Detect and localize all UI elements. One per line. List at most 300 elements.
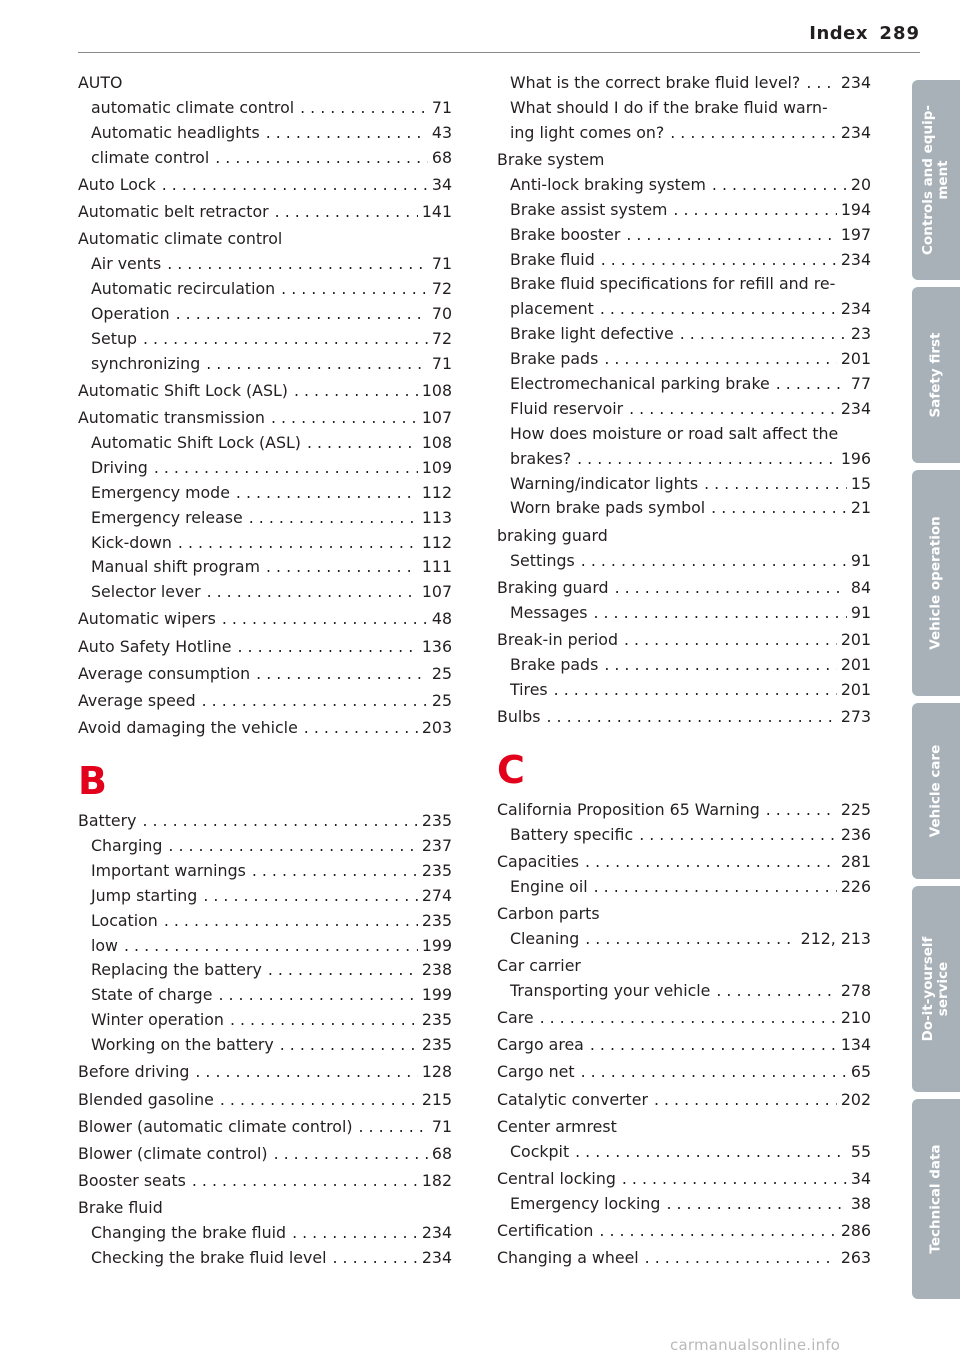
index-entry-page[interactable]: 215: [421, 1089, 452, 1109]
dot-leader: [626, 223, 837, 248]
dot-leader: [124, 934, 418, 959]
index-entry-label: Brake pads: [510, 349, 599, 369]
index-subentry: [497, 653, 871, 678]
index-entry-page[interactable]: 109: [421, 457, 452, 477]
tab-technical-data[interactable]: [912, 1099, 960, 1299]
dot-leader: [143, 327, 428, 352]
dot-leader: [585, 927, 796, 952]
index-entry-label: Working on the battery: [91, 1035, 274, 1055]
dot-leader: [266, 555, 418, 580]
dot-leader: [639, 823, 837, 848]
index-entry-label: Auto Lock: [78, 174, 156, 194]
dot-leader: [575, 1140, 847, 1165]
index-entry-page[interactable]: 71: [431, 1116, 452, 1136]
index-subentry: [78, 456, 452, 481]
index-entry-label: Average consumption: [78, 663, 251, 683]
index-entry-label: Automatic recirculation: [91, 279, 276, 299]
index-entry-page[interactable]: 108: [421, 380, 452, 400]
index-entry-page[interactable]: 91: [850, 550, 871, 570]
index-entry-label: Engine oil: [510, 876, 588, 896]
index-entry: [497, 1033, 871, 1058]
dot-leader: [202, 689, 428, 714]
index-entry-page[interactable]: 55: [850, 1141, 871, 1161]
dot-leader: [581, 1060, 847, 1085]
index-entry-page[interactable]: 235: [421, 811, 452, 831]
dot-leader: [622, 1167, 847, 1192]
dot-leader: [195, 1060, 417, 1085]
index-entry-label: Automatic headlights: [91, 122, 260, 142]
index-entry-page[interactable]: 71: [431, 353, 452, 373]
dot-leader: [577, 447, 837, 472]
dot-leader: [275, 200, 418, 225]
index-entry-label: Worn brake pads symbol: [510, 498, 706, 518]
index-entry: [497, 1115, 871, 1140]
index-entry-page[interactable]: 77: [850, 373, 871, 393]
index-entry-page[interactable]: 15: [850, 473, 871, 493]
dot-leader: [142, 809, 417, 834]
dot-leader: [581, 549, 847, 574]
index-subentry: [78, 531, 452, 556]
index-entry-label: Automatic climate control: [78, 229, 283, 249]
index-entry-label: synchronizing: [91, 353, 201, 373]
dot-leader: [599, 1219, 836, 1244]
index-entry-label: low: [91, 935, 118, 955]
index-entry-label: Tires: [510, 679, 548, 699]
index-entry-page[interactable]: 38: [850, 1193, 871, 1213]
index-entry-page[interactable]: 226: [840, 876, 871, 896]
index-entry-page[interactable]: 25: [431, 663, 452, 683]
index-subentry: [497, 875, 871, 900]
index-subentry: [78, 506, 452, 531]
tab-vehicle-operation[interactable]: [912, 470, 960, 696]
index-entry-label: automatic climate control: [91, 97, 295, 117]
index-subentry: [497, 927, 871, 952]
dot-leader: [178, 531, 418, 556]
index-entry: [497, 1246, 871, 1271]
index-entry: [78, 689, 452, 714]
index-entry-label: California Proposition 65 Warning: [497, 799, 760, 819]
index-entry-page[interactable]: 65: [850, 1062, 871, 1082]
index-entry-label: brakes?: [510, 448, 572, 468]
index-entry-label: Automatic belt retractor: [78, 202, 269, 222]
index-entry: [78, 1115, 452, 1140]
dot-leader: [712, 173, 847, 198]
index-entry-page[interactable]: 281: [840, 851, 871, 871]
index-entry-page[interactable]: 196: [840, 448, 871, 468]
index-subentry: [497, 121, 871, 146]
index-entry-page[interactable]: 72: [431, 328, 452, 348]
dot-leader: [540, 1006, 837, 1031]
index-entry-page[interactable]: 201: [840, 629, 871, 649]
index-entry-page[interactable]: 20: [850, 174, 871, 194]
index-entry-page[interactable]: 136: [421, 636, 452, 656]
index-entry-page[interactable]: 107: [421, 582, 452, 602]
index-entry: [78, 1088, 452, 1113]
dot-leader: [547, 705, 837, 730]
index-subentry: [497, 979, 871, 1004]
index-entry-label: Manual shift program: [91, 557, 260, 577]
index-entry-page[interactable]: 235: [421, 860, 452, 880]
index-entry-label: Avoid damaging the vehicle: [78, 718, 298, 738]
index-entry-page[interactable]: 235: [421, 910, 452, 930]
index-entry-page[interactable]: 234: [840, 122, 871, 142]
index-subentry: [78, 302, 452, 327]
index-entry-label: Catalytic converter: [497, 1089, 648, 1109]
index-entry: [497, 524, 871, 549]
index-subentry: [78, 983, 452, 1008]
index-entry-label: Transporting your vehicle: [510, 980, 711, 1000]
tab-controls-and-equipment[interactable]: [912, 80, 960, 280]
index-subentry: [497, 198, 871, 223]
index-subentry: [78, 859, 452, 884]
index-entry-page[interactable]: 235: [421, 1035, 452, 1055]
dot-leader: [593, 601, 846, 626]
index-subentry: [497, 223, 871, 248]
index-entry: [497, 576, 871, 601]
index-entry-page[interactable]: 238: [421, 960, 452, 980]
index-entry-label: Automatic Shift Lock (ASL): [91, 432, 301, 452]
index-entry-label: Care: [497, 1007, 534, 1027]
index-entry-page[interactable]: 286: [840, 1220, 871, 1240]
dot-leader: [704, 472, 847, 497]
index-entry-page[interactable]: 234: [840, 73, 871, 92]
index-entry-page[interactable]: 234: [421, 1248, 452, 1268]
index-subentry: [497, 496, 871, 521]
index-entry-label: Emergency locking: [510, 1193, 661, 1213]
index-entry-label: Changing a wheel: [497, 1248, 639, 1268]
index-entry-page[interactable]: 203: [421, 718, 452, 738]
index-entry-text-line: What should I do if the brake fluid warn-: [510, 97, 828, 117]
index-entry-page[interactable]: 212, 213: [800, 928, 871, 948]
index-subentry: [497, 823, 871, 848]
index-entry: [497, 148, 871, 173]
dot-leader: [604, 653, 837, 678]
page-title: Index: [809, 23, 868, 44]
dot-leader: [300, 96, 428, 121]
index-entry-page[interactable]: 237: [421, 836, 452, 856]
dot-leader: [585, 850, 837, 875]
index-entry-page[interactable]: 278: [840, 980, 871, 1000]
index-entry-page[interactable]: 199: [421, 985, 452, 1005]
dot-leader: [252, 859, 418, 884]
index-entry-page[interactable]: 235: [421, 1010, 452, 1030]
dot-leader: [281, 277, 428, 302]
index-entry-label: Winter operation: [91, 1010, 224, 1030]
index-subentry: [78, 96, 452, 121]
dot-leader: [629, 397, 837, 422]
index-entry-page[interactable]: 134: [840, 1035, 871, 1055]
dot-leader: [230, 1008, 418, 1033]
index-entry: [78, 1060, 452, 1085]
dot-leader: [268, 958, 418, 983]
index-entry-label: Average speed: [78, 691, 196, 711]
index-entry-label: Brake pads: [510, 654, 599, 674]
dot-leader: [615, 576, 847, 601]
index-entry-label: Battery: [78, 811, 137, 831]
dot-leader: [238, 635, 418, 660]
index-entry-page[interactable]: 108: [421, 432, 452, 452]
index-subentry: [78, 884, 452, 909]
tab-label: Technical data: [927, 1144, 944, 1254]
dot-leader: [249, 506, 418, 531]
tab-label: Controls and equip- ment: [920, 105, 951, 255]
index-entry-page[interactable]: 34: [850, 1168, 871, 1188]
index-entry-page[interactable]: 71: [431, 97, 452, 117]
dot-leader: [222, 607, 428, 632]
index-entry-text-line: How does moisture or road salt affect the: [510, 423, 839, 443]
index-entry-label: Kick-down: [91, 532, 172, 552]
index-entry-page[interactable]: 25: [431, 691, 452, 711]
index-entry-page[interactable]: 274: [421, 885, 452, 905]
dot-leader: [624, 628, 837, 653]
index-entry-label: Automatic transmission: [78, 408, 265, 428]
index-entry-label: Brake booster: [510, 224, 621, 244]
index-entry: [497, 628, 871, 653]
index-entry: [78, 200, 452, 225]
index-entry-page[interactable]: 84: [850, 577, 871, 597]
index-entry-page[interactable]: 225: [840, 799, 871, 819]
dot-leader: [670, 121, 837, 146]
dot-leader: [359, 1115, 428, 1140]
index-entry-page[interactable]: 111: [421, 557, 452, 577]
index-entry-label: Bulbs: [497, 706, 541, 726]
index-letter-heading: C: [497, 747, 525, 792]
index-entry-label: Brake light defective: [510, 324, 674, 344]
dot-leader: [192, 1169, 418, 1194]
index-entry-page[interactable]: 23: [850, 324, 871, 344]
dot-leader: [167, 252, 428, 277]
index-entry-label: Break-in period: [497, 629, 618, 649]
dot-leader: [666, 1192, 846, 1217]
index-entry-page[interactable]: 194: [840, 199, 871, 219]
index-entry: [78, 716, 452, 741]
watermark: carmanualsonline.info: [670, 1336, 841, 1354]
dot-leader: [207, 580, 418, 605]
index-column-right: [497, 71, 871, 1271]
index-subentry: [497, 347, 871, 372]
index-entry-label: Brake system: [497, 149, 605, 169]
index-entry-label: Air vents: [91, 254, 162, 274]
index-subentry: [78, 834, 452, 859]
index-entry-label: Auto Safety Hotline: [78, 636, 232, 656]
index-entry-label: Carbon parts: [497, 903, 600, 923]
index-entry: [78, 379, 452, 404]
index-entry-page[interactable]: 72: [431, 279, 452, 299]
index-subentry: [497, 447, 871, 472]
dot-leader: [554, 678, 837, 703]
index-entry: [497, 902, 871, 927]
index-entry-label: ing light comes on?: [510, 122, 665, 142]
index-entry-label: Central locking: [497, 1168, 616, 1188]
dot-leader: [292, 1221, 418, 1246]
index-entry-label: Driving: [91, 457, 148, 477]
index-entry-label: climate control: [91, 147, 210, 167]
index-entry-page[interactable]: 68: [431, 147, 452, 167]
index-entry-label: Messages: [510, 602, 588, 622]
index-entry: [497, 850, 871, 875]
index-entry-label: Cleaning: [510, 928, 580, 948]
index-entry-page[interactable]: 182: [421, 1171, 452, 1191]
dot-leader: [806, 71, 837, 96]
index-entry: [78, 607, 452, 632]
index-entry-label: Fluid reservoir: [510, 398, 624, 418]
index-entry: [78, 1196, 452, 1221]
index-entry-label: Cargo area: [497, 1035, 584, 1055]
index-entry-page[interactable]: 48: [431, 609, 452, 629]
index-subentry: [497, 1192, 871, 1217]
index-subentry: [78, 580, 452, 605]
index-entry-page[interactable]: 273: [840, 706, 871, 726]
index-entry-page[interactable]: 236: [840, 824, 871, 844]
dot-leader: [236, 481, 418, 506]
index-subentry: [78, 555, 452, 580]
index-subentry: [78, 352, 452, 377]
index-entry-page[interactable]: 71: [431, 254, 452, 274]
dot-leader: [266, 121, 428, 146]
index-entry: [497, 1167, 871, 1192]
index-entry-label: Location: [91, 910, 158, 930]
index-subentry: [78, 1246, 452, 1271]
index-subentry: [78, 1008, 452, 1033]
index-entry-page[interactable]: 234: [840, 249, 871, 269]
index-subentry: [78, 934, 452, 959]
index-entry-page[interactable]: 234: [840, 299, 871, 319]
dot-leader: [168, 834, 417, 859]
dot-leader: [220, 1088, 418, 1113]
index-entry-page[interactable]: 197: [840, 224, 871, 244]
index-entry-label: Booster seats: [78, 1171, 186, 1191]
index-entry-page[interactable]: 34: [431, 174, 452, 194]
tab-safety-first[interactable]: [912, 287, 960, 463]
index-entry-label: Automatic Shift Lock (ASL): [78, 380, 288, 400]
index-entry: [497, 1088, 871, 1113]
index-entry-label: Cockpit: [510, 1141, 570, 1161]
index-entry-page[interactable]: 210: [840, 1007, 871, 1027]
index-entry: [78, 662, 452, 687]
index-entry-page[interactable]: 107: [421, 408, 452, 428]
index-entry: [497, 798, 871, 823]
tab-do-it-yourself-service[interactable]: [912, 886, 960, 1092]
index-entry: [78, 1142, 452, 1167]
index-entry-label: Capacities: [497, 851, 580, 871]
page-header: [78, 0, 920, 53]
index-entry-page[interactable]: 201: [840, 679, 871, 699]
index-letter-heading: B: [78, 759, 107, 804]
index-entry-label: Emergency mode: [91, 482, 230, 502]
dot-leader: [256, 662, 428, 687]
dot-leader: [590, 1033, 837, 1058]
index-entry-label: What is the correct brake fluid level?: [510, 73, 801, 92]
dot-leader: [304, 716, 418, 741]
index-entry-label: Center armrest: [497, 1116, 617, 1136]
index-entry-label: Brake assist system: [510, 199, 668, 219]
index-subentry: [78, 1221, 452, 1246]
index-subentry: [78, 146, 452, 171]
tab-vehicle-care[interactable]: [912, 703, 960, 879]
index-entry-label: Electromechanical parking brake: [510, 373, 770, 393]
index-entry-label: Settings: [510, 550, 575, 570]
index-entry-page[interactable]: 68: [431, 1143, 452, 1163]
index-entry-page[interactable]: 21: [850, 498, 871, 518]
index-entry-page[interactable]: 128: [421, 1062, 452, 1082]
index-subentry: [497, 372, 871, 397]
index-subentry: [78, 277, 452, 302]
dot-leader: [711, 496, 847, 521]
dot-leader: [280, 1033, 418, 1058]
index-entry-page[interactable]: 201: [840, 349, 871, 369]
index-entry-label: Jump starting: [91, 885, 198, 905]
page-number: 289: [879, 23, 920, 44]
index-subentry: [78, 1033, 452, 1058]
index-entry: [497, 1219, 871, 1244]
tab-label: Vehicle operation: [927, 516, 944, 650]
index-entry: [497, 1006, 871, 1031]
index-entry: [78, 173, 452, 198]
index-entry-page[interactable]: 91: [850, 602, 871, 622]
index-subentry: [497, 549, 871, 574]
index-entry-page[interactable]: 141: [421, 202, 452, 222]
dot-leader: [154, 456, 418, 481]
index-entry-page[interactable]: 112: [421, 532, 452, 552]
dot-leader: [604, 347, 837, 372]
index-subentry: [497, 173, 871, 198]
index-subentry: [78, 431, 452, 456]
index-subentry: [78, 909, 452, 934]
tab-label: Vehicle care: [927, 744, 944, 838]
index-entry-label: Replacing the battery: [91, 960, 262, 980]
dot-leader: [766, 798, 837, 823]
index-entry-page[interactable]: 234: [421, 1223, 452, 1243]
index-entry-page[interactable]: 113: [421, 507, 452, 527]
index-subentry: [78, 327, 452, 352]
index-entry-page[interactable]: 70: [431, 303, 452, 323]
dot-leader: [645, 1246, 837, 1271]
index-entry-text-line: Brake fluid specifications for refill and re-: [510, 274, 836, 294]
index-entry-label: Anti-lock braking system: [510, 174, 706, 194]
dot-leader: [680, 322, 847, 347]
index-entry: [78, 1169, 452, 1194]
tab-label: Safety first: [927, 332, 944, 418]
index-entry-label: Selector lever: [91, 582, 201, 602]
index-entry-label: placement: [510, 299, 594, 319]
index-entry-label: Before driving: [78, 1062, 190, 1082]
index-subentry: [497, 678, 871, 703]
index-entry-label: Car carrier: [497, 955, 581, 975]
index-entry-label: AUTO: [78, 73, 123, 92]
dot-leader: [776, 372, 847, 397]
dot-leader: [654, 1088, 837, 1113]
index-subentry: [497, 397, 871, 422]
index-entry-page[interactable]: 112: [421, 482, 452, 502]
index-entry-page[interactable]: 43: [431, 122, 452, 142]
index-entry-page[interactable]: 202: [840, 1089, 871, 1109]
index-entry-page[interactable]: 201: [840, 654, 871, 674]
index-entry-label: Blower (automatic climate control): [78, 1116, 353, 1136]
index-entry: [78, 635, 452, 660]
index-entry-page[interactable]: 234: [840, 398, 871, 418]
index-entry-page[interactable]: 263: [840, 1248, 871, 1268]
index-entry: [78, 227, 452, 252]
index-subentry: [497, 472, 871, 497]
dot-leader: [716, 979, 836, 1004]
index-subentry: [78, 958, 452, 983]
index-entry: [497, 954, 871, 979]
index-entry-label: Emergency release: [91, 507, 243, 527]
index-entry-label: Brake fluid: [78, 1198, 163, 1218]
index-entry-label: braking guard: [497, 525, 608, 545]
dot-leader: [162, 173, 428, 198]
index-entry-page[interactable]: 199: [421, 935, 452, 955]
